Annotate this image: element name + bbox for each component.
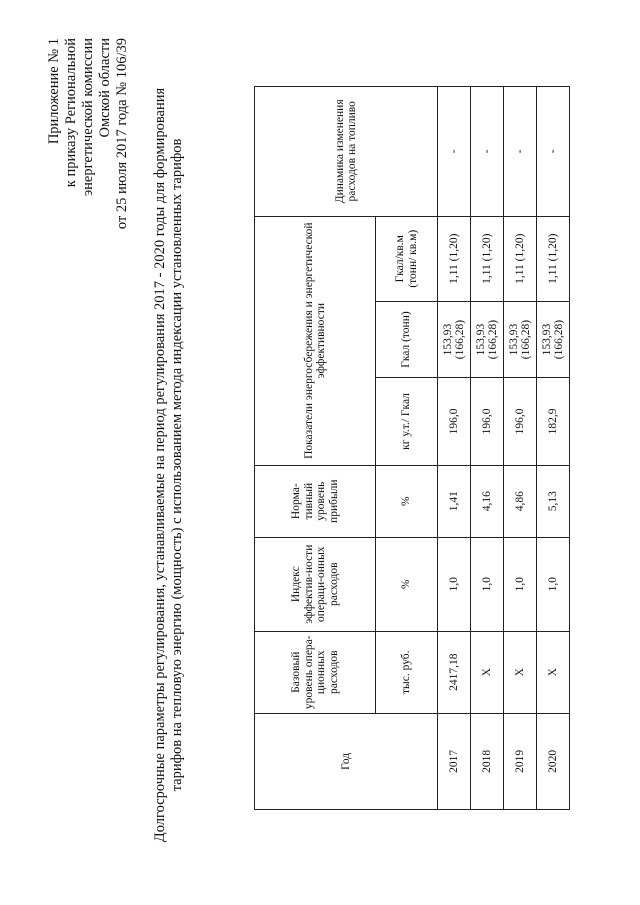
cell-base-level: Х xyxy=(504,631,537,713)
commission-name: энергетической комиссии xyxy=(80,38,96,197)
cell-base-level: Х xyxy=(471,631,504,713)
cell-profit-level: 4,86 xyxy=(504,465,537,537)
cell-fuel-dynamics: - xyxy=(471,87,504,217)
cell-base-level: 2417,18 xyxy=(438,631,471,713)
cell-gcal-per-m3: 1,11 (1,20) xyxy=(504,216,537,301)
unit-kg-per-gcal: кг у.т./ Гкал xyxy=(376,378,438,465)
cell-profit-level: 5,13 xyxy=(537,465,570,537)
cell-profit-level: 1,41 xyxy=(438,465,471,537)
cell-fuel-dynamics: - xyxy=(438,87,471,217)
table-row xyxy=(504,87,537,810)
cell-kg-per-gcal: 196,0 xyxy=(471,378,504,465)
cell-efficiency-index: 1,0 xyxy=(537,537,570,631)
cell-base-level: Х xyxy=(537,631,570,713)
cell-gcal: 153,93 (166,28) xyxy=(438,301,471,377)
title-line-1: Долгосрочные параметры регулирования, устанавливаемые на период регулирования 2017 - 2020 годы для формирования xyxy=(152,87,168,843)
title-line-2: тарифов на тепловую энергию (мощность) с использованием метода индексации установленных тарифов xyxy=(169,138,185,792)
cell-gcal: 153,93 (166,28) xyxy=(471,301,504,377)
cell-gcal: 153,93 (166,28) xyxy=(504,301,537,377)
cell-efficiency-index: 1,0 xyxy=(504,537,537,631)
unit-efficiency-index: % xyxy=(376,537,438,631)
cell-fuel-dynamics: - xyxy=(537,87,570,217)
document-title xyxy=(152,85,186,845)
cell-kg-per-gcal: 182,9 xyxy=(537,378,570,465)
appendix-number: Приложение № 1 xyxy=(46,38,62,145)
cell-kg-per-gcal: 196,0 xyxy=(438,378,471,465)
header-efficiency-index: Индекс эффектив-ности операци-онных расходов xyxy=(255,537,376,631)
header-profit-level: Норма-тивный уровень прибыли xyxy=(255,465,376,537)
header-base-level: Базовый уровень опера-ционных расходов xyxy=(255,631,376,713)
header-year: Год xyxy=(255,713,438,809)
header-energy-efficiency: Показатели энергосбережения и энергетической эффективности xyxy=(255,216,376,465)
order-reference: к приказу Региональной xyxy=(63,38,79,188)
cell-year: 2017 xyxy=(438,713,471,809)
unit-profit-level: % xyxy=(376,465,438,537)
unit-base-level: тыс. руб. xyxy=(376,631,438,713)
cell-year: 2019 xyxy=(504,713,537,809)
cell-fuel-dynamics: - xyxy=(504,87,537,217)
cell-efficiency-index: 1,0 xyxy=(438,537,471,631)
table-row xyxy=(438,87,471,810)
table-row xyxy=(537,87,570,810)
table-header-row xyxy=(255,87,376,810)
cell-gcal-per-m3: 1,11 (1,20) xyxy=(537,216,570,301)
cell-gcal-per-m3: 1,11 (1,20) xyxy=(438,216,471,301)
cell-gcal-per-m3: 1,11 (1,20) xyxy=(471,216,504,301)
appendix-header xyxy=(46,38,131,229)
cell-gcal: 153,93 (166,28) xyxy=(537,301,570,377)
cell-kg-per-gcal: 196,0 xyxy=(504,378,537,465)
unit-gcal-per-m3: Гкал/кв.м (тонн/ кв.м) xyxy=(376,216,438,301)
cell-profit-level: 4,16 xyxy=(471,465,504,537)
header-fuel-dynamics: Динамика изменения расходов на топливо xyxy=(255,87,438,217)
cell-efficiency-index: 1,0 xyxy=(471,537,504,631)
order-date: от 25 июля 2017 года № 106/39 xyxy=(114,38,130,230)
cell-year: 2020 xyxy=(537,713,570,809)
parameters-table xyxy=(254,86,570,810)
cell-year: 2018 xyxy=(471,713,504,809)
table-row xyxy=(471,87,504,810)
unit-gcal: Гкал (тонн) xyxy=(376,301,438,377)
region-name: Омской области xyxy=(97,38,113,138)
